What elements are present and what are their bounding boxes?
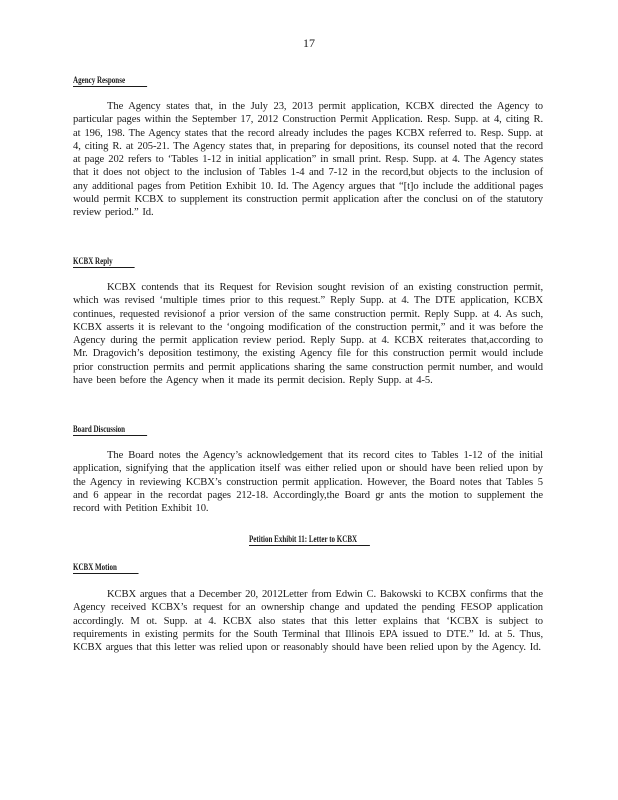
paragraph-kcbx-reply: KCBX contends that its Request for Revision sought revision of an existing construction permit, which was revised ‘multiple times prior to this request.” Reply Supp. at 4. The DTE application, KCBX continues, requested revisionof a prior version of the same construction permit. Reply Supp. at 4. As such, KCBX asserts it is relevant to the ‘ongoing modification of the construction permit,” and it was before the Agency during the permit application review period. Reply Supp. at 4. KCBX reiterates that,according to Mr. Dragovich’s deposition testimony, the existing Agency file for this construction permit would include prior construction permits and permit applications sharing the same construction permit number, and would have been before the Agency when it made its permit decision. Reply Supp. at 4-5.	[73, 282, 543, 386]
paragraph-agency-response: The Agency states that, in the July 23, 2013 permit application, KCBX directed the Agency to particular pages within the September 17, 2012 Construction Permit Application. Resp. Supp. at 4, citing R. at 196, 198. The Agency states that the record already includes the pages KCBX referred to. Resp. Supp. at 4, citing R. at 205-21. The Agency states that, in preparing for depositions, its counsel noted that the record at page 202 refers to ‘Tables 1-12 in initial application” in small print. Resp. Supp. at 4. The Agency states that it does not object to the inclusion of Tables 1-4 and 7-12 in the record,but objects to the inclusion of any additional pages from Petition Exhibit 10. Id. The Agency argues that “[t]o include the additional pages would permit KCBX to supplement its construction permit application after the conclusi on of the statutory review period.” Id.	[73, 101, 543, 218]
heading-label: Petition Exhibit 11: Letter to KCBX	[249, 534, 370, 546]
section-heading-kcbx-motion	[73, 562, 139, 574]
page-number: 17	[303, 36, 315, 50]
section-heading-petition-exhibit-11	[0, 534, 618, 546]
heading-label: Board Discussion	[73, 424, 147, 436]
section-heading-board-discussion	[73, 424, 147, 436]
heading-label: Agency Response	[73, 75, 147, 87]
heading-label: KCBX Reply	[73, 256, 134, 268]
section-heading-kcbx-reply	[73, 256, 134, 268]
paragraph-kcbx-motion: KCBX argues that a December 20, 2012Letter from Edwin C. Bakowski to KCBX confirms that the Agency received KCBX’s request for an ownership change and updated the pending FESOP application accordingly. M ot. Supp. at 4. KCBX also states that this letter explains that ‘KCBX is subject to requirements in existing permits for the South Terminal that Illinois EPA issued to DTE.” Id. at 5. Thus, KCBX argues that this letter was relied upon or reasonably should have been relied upon by the Agency. Id.	[73, 589, 543, 653]
heading-label: KCBX Motion	[73, 562, 139, 574]
paragraph-board-discussion: The Board notes the Agency’s acknowledgement that its record cites to Tables 1-12 of the initial application, signifying that the application itself was either relied upon or should have been relied upon by the Agency in reviewing KCBX’s construction permit application. However, the Board notes that Tables 5 and 6 appear in the recordat pages 212-18. Accordingly,the Board gr ants the motion to supplement the record with Petition Exhibit 10.	[73, 450, 543, 514]
section-heading-agency-response	[73, 75, 147, 87]
